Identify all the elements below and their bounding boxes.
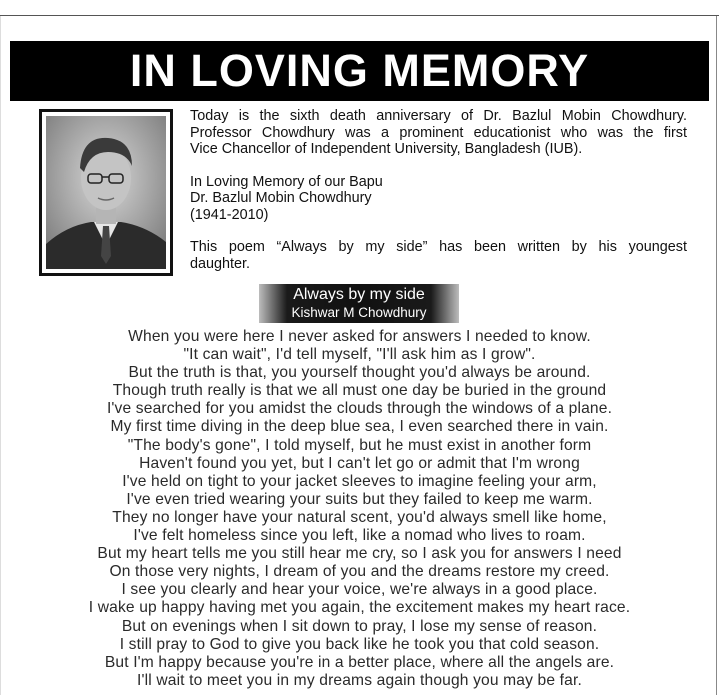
portrait-image: [46, 116, 166, 269]
poem-line: Though truth really is that we all must one day be buried in the ground: [112, 382, 607, 400]
poem-line: "The body's gone", I told myself, but he must exist in another form: [127, 436, 592, 454]
poem-line: "It can wait", I'd tell myself, "I'll ask him as I grow".: [183, 346, 536, 364]
poem-body: [0, 328, 719, 690]
intro-text: [190, 108, 687, 272]
poem-line: But I'm happy because you're in a better place, where all the angels are.: [104, 653, 615, 671]
memorial-banner: [10, 41, 709, 101]
intro-line: Professor Chowdhury was a prominent educationist who was the first: [190, 124, 687, 141]
poem-line: I still pray to God to give you back like he took you that cold season.: [119, 635, 600, 653]
poem-line: I've felt homeless since you left, like a nomad who lives to roam.: [133, 527, 586, 545]
intro-line: Today is the sixth death anniversary of Dr. Bazlul Mobin Chowdhury.: [190, 108, 687, 124]
portrait-photo: [39, 109, 173, 276]
top-rule: [0, 15, 719, 16]
poem-line: I wake up happy having met you again, the excitement makes my heart race.: [88, 599, 631, 617]
poem-line: Haven't found you yet, but I can't let go or admit that I'm wrong: [139, 454, 580, 472]
memory-line: Dr. Bazlul Mobin Chowdhury: [190, 190, 372, 206]
poem-line: I've searched for you amidst the clouds through the windows of a plane.: [106, 400, 613, 418]
poem-line: But my heart tells me you still hear me cry, so I ask you for answers I need: [97, 545, 622, 563]
poem-title: Always by my side: [293, 286, 425, 303]
poem-line: When you were here I never asked for answers I needed to know.: [128, 328, 591, 345]
poem-line: I've held on tight to your jacket sleeves to imagine feeling your arm,: [122, 472, 597, 490]
poem-line: I see you clearly and hear your voice, we're always in a good place.: [121, 581, 598, 599]
intro-line: Vice Chancellor of Independent University, Bangladesh (IUB).: [190, 141, 583, 157]
memory-line: (1941-2010): [190, 206, 269, 223]
poem-line: I've even tried wearing your suits but they failed to keep me warm.: [126, 490, 593, 508]
poem-line: I'll wait to meet you in my dreams again though you may be far.: [137, 671, 582, 689]
poem-note-line: This poem “Always by my side” has been written by his youngest: [190, 239, 687, 255]
poem-line: But on evenings when I sit down to pray, I lose my sense of reason.: [121, 617, 598, 635]
memory-line: In Loving Memory of our Bapu: [190, 173, 383, 190]
poem-line: On those very nights, I dream of you and the dreams restore my creed.: [109, 563, 610, 581]
poem-line: But the truth is that, you yourself thought you'd always be around.: [128, 364, 591, 382]
poem-heading: [259, 284, 459, 323]
poem-line: They no longer have your natural scent, you'd always smell like home,: [112, 508, 607, 526]
banner-title: IN LOVING MEMORY: [129, 45, 590, 96]
poem-line: My first time diving in the deep blue sea, I even searched there in vain.: [110, 418, 609, 436]
poem-note-line: daughter.: [190, 255, 251, 272]
poem-author: Kishwar M Chowdhury: [291, 305, 427, 320]
